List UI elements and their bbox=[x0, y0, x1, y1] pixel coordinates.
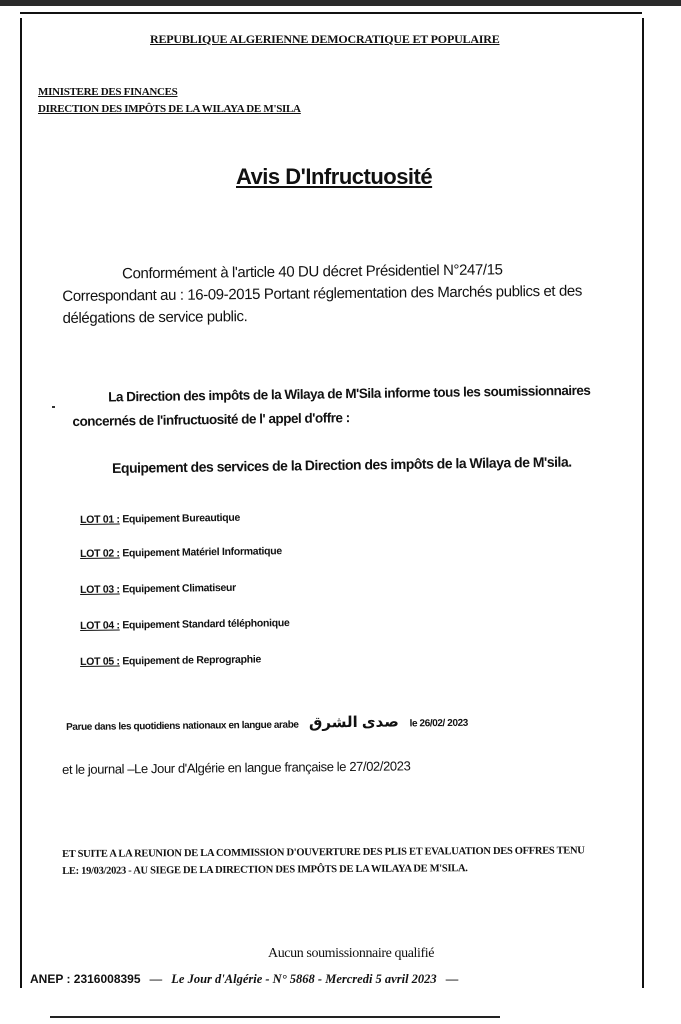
inform-line-2: concernés de l'infructuosité de l' appel d'offre : bbox=[72, 410, 350, 429]
lot-label: Equipement Bureautique bbox=[122, 511, 241, 526]
ministry-block bbox=[38, 84, 301, 118]
lot-code: LOT 03 : bbox=[80, 583, 120, 596]
lot-label: Equipement Climatiseur bbox=[122, 581, 236, 596]
ministry-name: MINISTERE DES FINANCES bbox=[38, 86, 178, 98]
footer-separator: — bbox=[445, 972, 459, 986]
meeting-paragraph bbox=[62, 842, 681, 880]
lot-label: Equipement de Reprographie bbox=[122, 653, 262, 668]
lot-code: LOT 04 : bbox=[80, 619, 120, 632]
republic-heading: REPUBLIQUE ALGERIENNE DEMOCRATIQUE ET POPULAIRE bbox=[150, 32, 500, 46]
top-border-strip bbox=[0, 0, 681, 6]
french-publication-line: et le journal –Le Jour d'Algérie en langue française le 27/02/2023 bbox=[62, 758, 411, 777]
anep-reference: ANEP : 2316008395 bbox=[30, 972, 141, 986]
lot-code: LOT 01 : bbox=[80, 513, 120, 526]
arabic-newspaper-name: صدى الشرق bbox=[308, 713, 399, 732]
lot-item bbox=[80, 512, 240, 526]
lot-label: Equipement Standard téléphonique bbox=[122, 617, 290, 632]
lot-item bbox=[80, 653, 261, 668]
intro-paragraph bbox=[62, 258, 663, 330]
notice-title: Avis D'Infructuosité bbox=[236, 164, 433, 189]
tender-subject: Equipement des services de la Direction des impôts de la Wilaya de M'sila. bbox=[112, 453, 572, 476]
intro-line-2: Correspondant au : 16-09-2015 Portant réglementation des Marchés publics et des bbox=[62, 282, 582, 305]
page-footer bbox=[20, 972, 464, 987]
arabic-publication-date: le 26/02/ 2023 bbox=[409, 717, 468, 730]
direction-name: DIRECTION DES IMPÔTS DE LA WILAYA DE M'SILA bbox=[38, 103, 301, 115]
inform-line-1: La Direction des impôts de la Wilaya de M'Sila informe tous les soumissionnaires bbox=[108, 382, 591, 405]
bullet-mark bbox=[52, 406, 55, 408]
frame-top-border bbox=[20, 12, 642, 15]
inform-paragraph bbox=[72, 378, 653, 434]
meeting-line-1: ET SUITE A LA REUNION DE LA COMMISSION D'OUVERTURE DES PLIS ET EVALUATION DES OFFRES TENU bbox=[62, 845, 585, 860]
lot-code: LOT 02 : bbox=[80, 547, 120, 560]
footer-separator: — bbox=[149, 972, 163, 986]
arabic-publication-prefix: Parue dans les quotidiens nationaux en langue arabe bbox=[66, 719, 299, 733]
intro-line-3: délégations de service public. bbox=[62, 308, 248, 327]
bottom-rule bbox=[50, 1016, 500, 1018]
lot-label: Equipement Matériel Informatique bbox=[122, 545, 282, 560]
lot-code: LOT 05 : bbox=[80, 655, 120, 668]
meeting-line-2: LE: 19/03/2023 - AU SIEGE DE LA DIRECTION DES IMPÔTS DE LA WILAYA DE M'SILA. bbox=[62, 863, 468, 877]
conclusion-text: Aucun soumissionnaire qualifié bbox=[268, 946, 435, 961]
intro-line-1: Conformément à l'article 40 DU décret Présidentiel N°247/15 bbox=[122, 261, 503, 283]
lot-item bbox=[80, 582, 236, 596]
journal-issue: Le Jour d'Algérie - N° 5868 - Mercredi 5 avril 2023 bbox=[171, 972, 437, 986]
